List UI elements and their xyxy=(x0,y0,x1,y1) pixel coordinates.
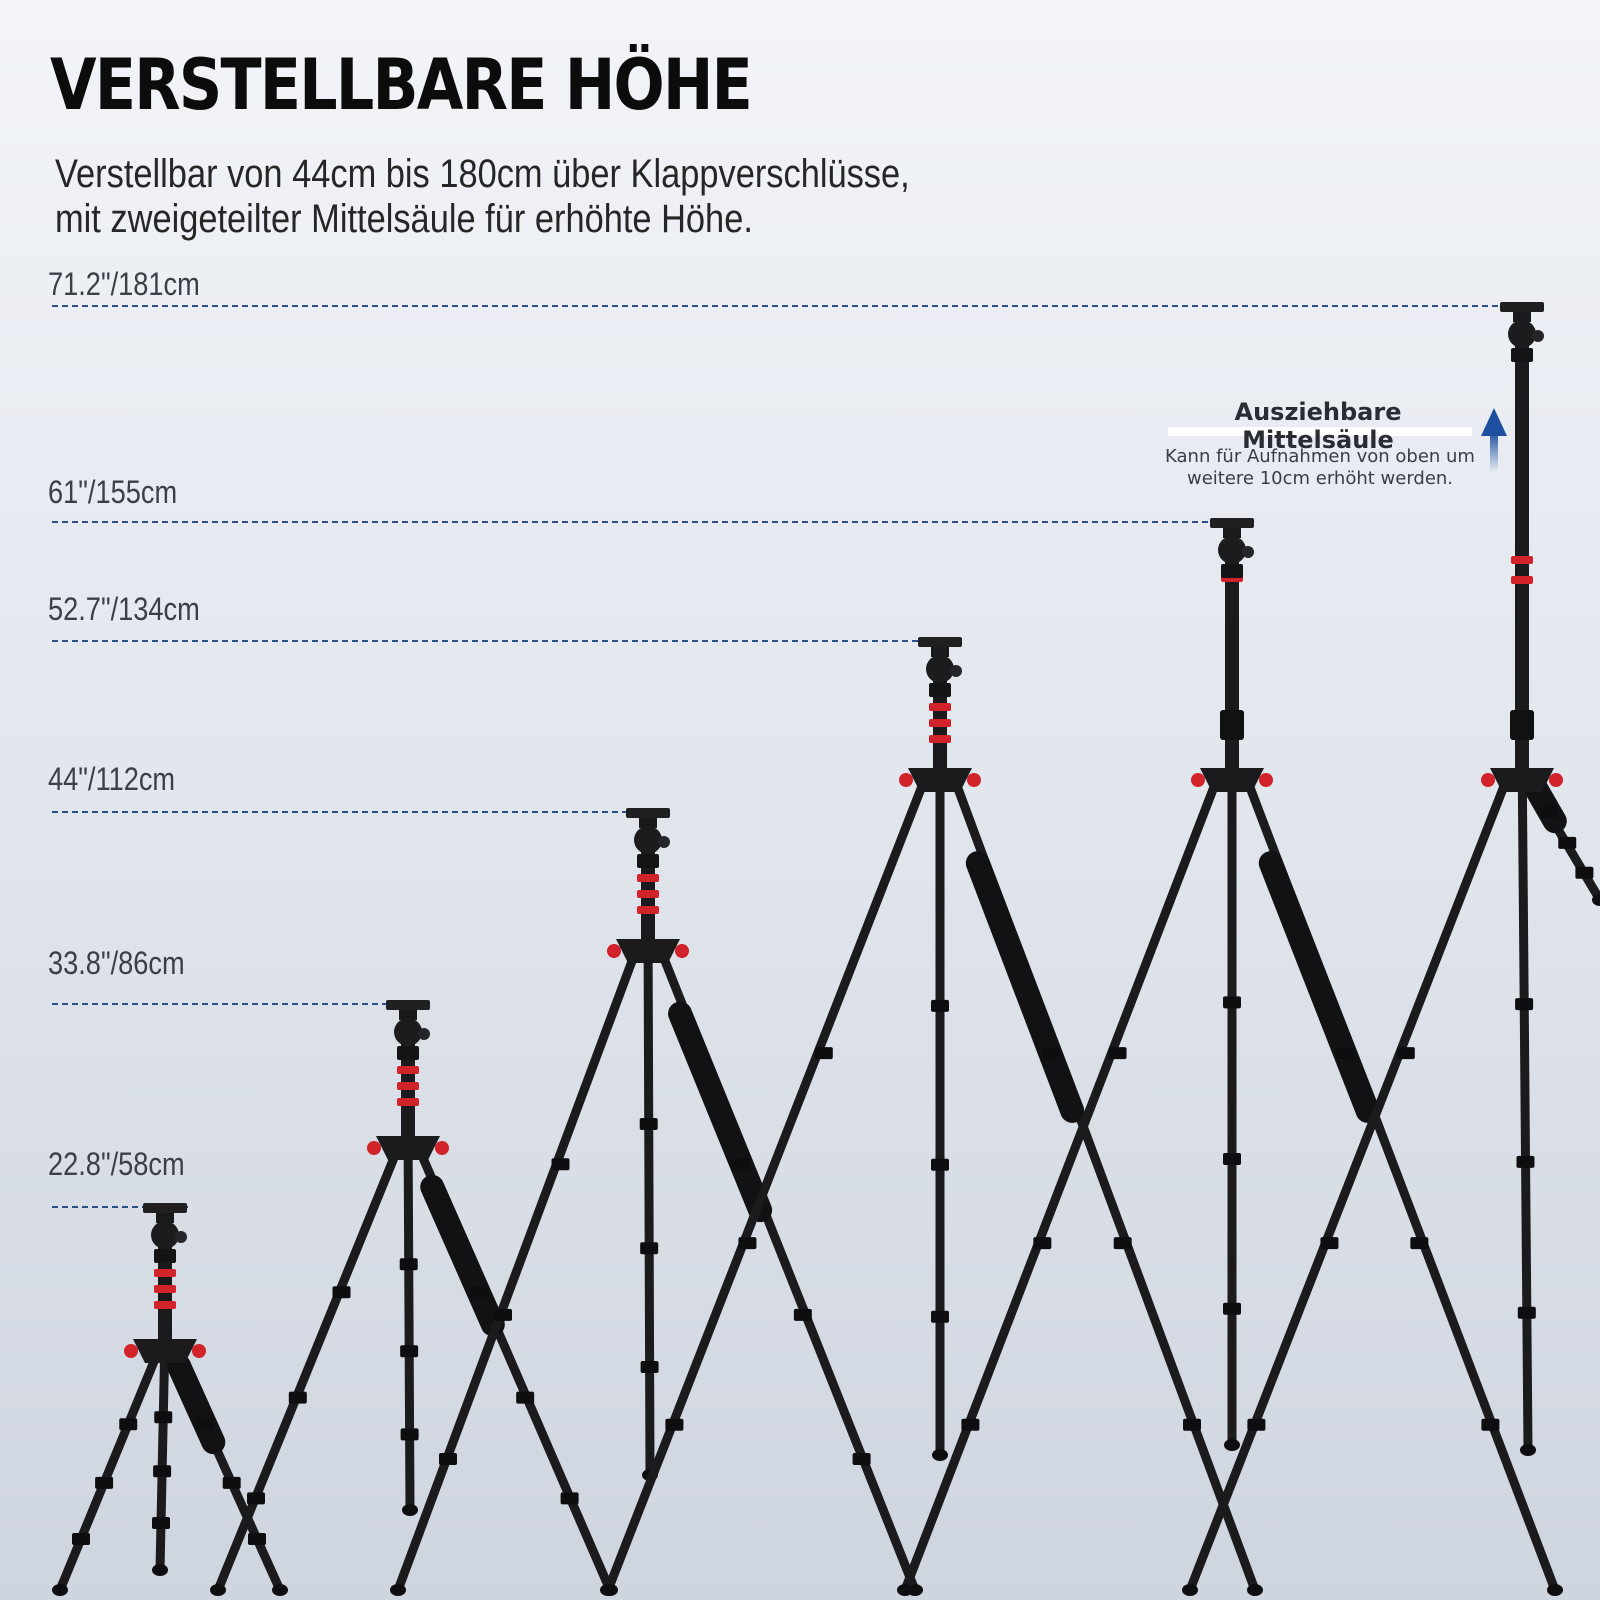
hub-knob-left xyxy=(124,1344,138,1358)
column-collar xyxy=(1511,556,1533,564)
hub-knob-left xyxy=(899,773,913,787)
leg-lock xyxy=(561,1492,579,1504)
tripod-leg xyxy=(648,945,650,1475)
ball-head-knob xyxy=(1532,330,1544,342)
up-arrow-icon xyxy=(1481,408,1507,472)
tripod-foot xyxy=(210,1584,226,1596)
leg-lock xyxy=(1223,1303,1241,1315)
quick-release-plate xyxy=(626,808,670,818)
height-label-134cm: 52.7"/134cm xyxy=(48,591,200,627)
height-label-86cm: 33.8"/86cm xyxy=(48,945,185,981)
tripod-foot xyxy=(600,1584,616,1596)
leg-lock xyxy=(1515,998,1533,1010)
ball-head-knob xyxy=(658,836,670,848)
page-title: VERSTELLBARE HÖHE xyxy=(50,44,752,126)
tripod-foot xyxy=(52,1584,68,1596)
hub-knob-right xyxy=(192,1344,206,1358)
leg-lock xyxy=(289,1392,307,1404)
tripod-leg xyxy=(905,774,1219,1590)
leg-lock xyxy=(732,1158,750,1170)
column-collar xyxy=(637,906,659,914)
hub-knob-right xyxy=(435,1141,449,1155)
tripod-foot xyxy=(1224,1439,1240,1451)
ball-head-knob xyxy=(950,665,962,677)
tripod-5 xyxy=(897,518,1563,1596)
column-collar xyxy=(154,1269,176,1277)
leg-lock xyxy=(552,1158,570,1170)
leg-lock xyxy=(1558,837,1576,849)
leg-lock xyxy=(470,1286,488,1298)
tripod-foot xyxy=(390,1584,406,1596)
leg-lock xyxy=(1540,806,1558,818)
hub-knob-right xyxy=(1259,773,1273,787)
quick-release-plate xyxy=(1500,302,1544,312)
ball-head-base xyxy=(1511,348,1533,362)
leg-lock xyxy=(494,1309,512,1321)
height-label-112cm: 44"/112cm xyxy=(48,761,176,797)
quick-release-plate xyxy=(1210,518,1254,528)
column-collar xyxy=(637,890,659,898)
leg-lock xyxy=(1109,1047,1127,1059)
leg-lock xyxy=(400,1258,418,1270)
leg-lock xyxy=(1041,1047,1059,1059)
leg-lock xyxy=(333,1286,351,1298)
leg-lock xyxy=(738,1237,756,1249)
column-collar xyxy=(397,1066,419,1074)
quick-release-plate xyxy=(143,1203,187,1213)
hub-knob-left xyxy=(1481,773,1495,787)
page-subtitle: Verstellbar von 44cm bis 180cm über Klappverschlüsse, mit zweigeteilter Mittelsäule für erhöhte Höhe. xyxy=(55,152,910,241)
foam-grip xyxy=(680,1014,760,1211)
ball-head-knob xyxy=(1242,546,1254,558)
leg-lock xyxy=(1397,1047,1415,1059)
leg-lock xyxy=(794,1309,812,1321)
hub-knob-right xyxy=(1549,773,1563,787)
tripod-foot xyxy=(152,1564,168,1576)
foam-grip xyxy=(1271,863,1368,1111)
leg-lock xyxy=(961,1419,979,1431)
column-collar xyxy=(929,719,951,727)
leg-lock xyxy=(1114,1237,1132,1249)
leg-lock xyxy=(931,1311,949,1323)
leg-lock xyxy=(439,1453,457,1465)
tripod-leg xyxy=(1190,774,1509,1590)
leg-hub xyxy=(376,1136,440,1160)
foam-grip xyxy=(179,1366,214,1443)
hub-knob-left xyxy=(1191,773,1205,787)
tripod-leg xyxy=(218,1142,400,1590)
tripod-leg xyxy=(160,1345,165,1570)
leg-lock xyxy=(154,1411,172,1423)
leg-lock xyxy=(641,1361,659,1373)
leg-lock xyxy=(1481,1419,1499,1431)
tripod-4 xyxy=(600,637,1263,1596)
column-collar xyxy=(397,1082,419,1090)
leg-lock xyxy=(640,1242,658,1254)
ball-head-base xyxy=(397,1046,419,1060)
leg-lock xyxy=(1516,1156,1534,1168)
ball-head xyxy=(394,1018,422,1046)
leg-lock xyxy=(640,1118,658,1130)
height-label-181cm: 71.2"/181cm xyxy=(48,266,200,302)
tripod-foot xyxy=(272,1584,288,1596)
column-collar xyxy=(154,1301,176,1309)
tripod-2 xyxy=(210,1000,618,1596)
leg-lock xyxy=(248,1533,266,1545)
ball-head xyxy=(634,826,662,854)
leg-hub xyxy=(616,939,680,963)
ball-head-base xyxy=(929,683,951,697)
ball-head xyxy=(1218,536,1246,564)
ball-head xyxy=(151,1221,179,1249)
hub-knob-left xyxy=(607,944,621,958)
leg-lock xyxy=(153,1465,171,1477)
hub-knob-right xyxy=(675,944,689,958)
column-collar xyxy=(397,1098,419,1106)
tripod-1 xyxy=(52,1203,288,1596)
foam-grip xyxy=(432,1187,493,1324)
leg-lock xyxy=(223,1477,241,1489)
leg-lock xyxy=(400,1345,418,1357)
leg-lock xyxy=(95,1477,113,1489)
leg-lock xyxy=(1247,1419,1265,1431)
ball-head-base xyxy=(1221,564,1243,578)
leg-lock xyxy=(152,1517,170,1529)
column-lock xyxy=(1220,710,1244,740)
callout-text: Kann für Aufnahmen von oben um weitere 10cm erhöht werden. xyxy=(1165,446,1475,489)
column-collar xyxy=(929,703,951,711)
leg-lock xyxy=(1183,1419,1201,1431)
leg-lock xyxy=(401,1428,419,1440)
leg-lock xyxy=(72,1533,90,1545)
tripod-leg xyxy=(408,1142,410,1510)
leg-lock xyxy=(247,1492,265,1504)
quick-release-plate xyxy=(918,637,962,647)
callout-title: Ausziehbare Mittelsäule xyxy=(1234,398,1402,454)
tripod-foot xyxy=(1547,1584,1563,1596)
leg-lock xyxy=(196,1418,214,1430)
ball-head-base xyxy=(154,1249,176,1263)
hub-knob-left xyxy=(367,1141,381,1155)
height-label-58cm: 22.8"/58cm xyxy=(48,1146,185,1182)
tripod-foot xyxy=(1520,1444,1536,1456)
quick-release-plate xyxy=(386,1000,430,1010)
center-column xyxy=(1225,562,1239,784)
tripod-foot xyxy=(897,1584,913,1596)
leg-lock xyxy=(931,1000,949,1012)
ball-head xyxy=(1508,320,1536,348)
ball-head-base xyxy=(637,854,659,868)
height-label-155cm: 61"/155cm xyxy=(48,474,178,510)
leg-lock xyxy=(516,1392,534,1404)
leg-lock xyxy=(1223,1153,1241,1165)
tripod-leg xyxy=(1522,774,1528,1450)
leg-lock xyxy=(931,1159,949,1171)
leg-lock xyxy=(815,1047,833,1059)
tripod-leg xyxy=(60,1345,161,1590)
leg-lock xyxy=(1223,996,1241,1008)
column-lock xyxy=(1510,710,1534,740)
column-collar xyxy=(637,874,659,882)
tripod-6 xyxy=(1182,302,1600,1596)
tripod-foot xyxy=(1247,1584,1263,1596)
leg-lock xyxy=(1410,1237,1428,1249)
column-collar xyxy=(154,1285,176,1293)
tripod-foot xyxy=(402,1504,418,1516)
hub-knob-right xyxy=(967,773,981,787)
leg-lock xyxy=(1336,1047,1354,1059)
leg-lock xyxy=(119,1418,137,1430)
tripod-foot xyxy=(932,1449,948,1461)
leg-lock xyxy=(665,1419,683,1431)
leg-lock xyxy=(1575,867,1593,879)
leg-lock xyxy=(853,1453,871,1465)
leg-lock xyxy=(1518,1307,1536,1319)
column-collar xyxy=(1511,576,1533,584)
ball-head-knob xyxy=(175,1231,187,1243)
tripod-foot xyxy=(1182,1584,1198,1596)
tripod-leg xyxy=(398,945,638,1590)
column-collar xyxy=(929,735,951,743)
leg-lock xyxy=(1033,1237,1051,1249)
ball-head-knob xyxy=(418,1028,430,1040)
ball-head xyxy=(926,655,954,683)
foam-grip xyxy=(978,863,1073,1111)
leg-lock xyxy=(1320,1237,1338,1249)
